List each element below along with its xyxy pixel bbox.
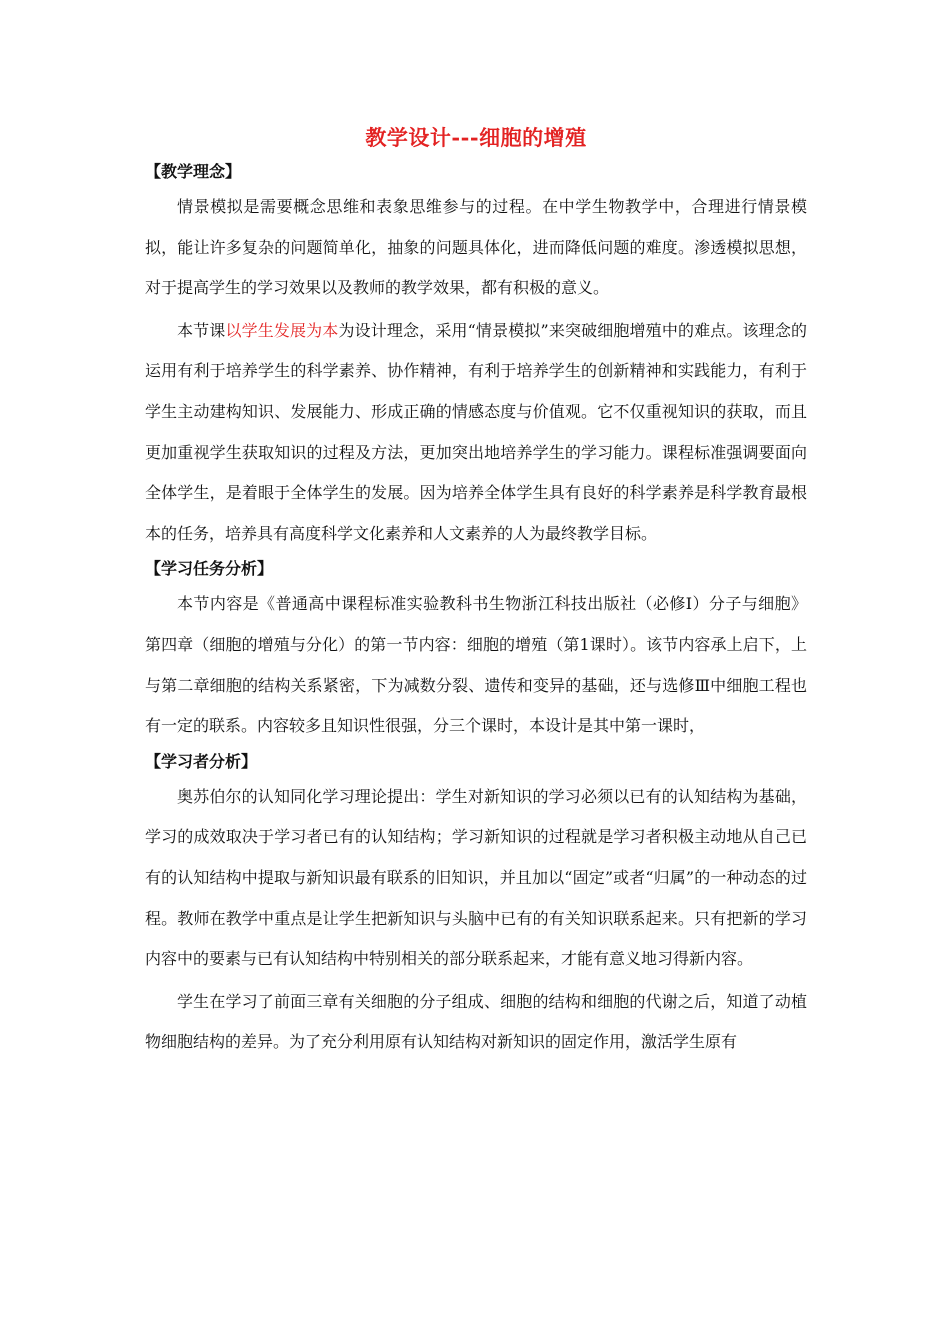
paragraph-text: 本节课 (177, 320, 226, 340)
paragraph: 学生在学习了前面三章有关细胞的分子组成、细胞的结构和细胞的代谢之后，知道了动植物细胞结构的差异。为了充分利用原有认知结构对新知识的固定作用，激活学生原有 (145, 991, 807, 1052)
highlighted-phrase: 以学生发展为本 (225, 320, 339, 340)
document-body (145, 123, 807, 1063)
paragraph: 本节内容是《普通高中课程标准实验教科书生物浙江科技出版社（必修Ⅰ）分子与细胞》第四章（细胞的增殖与分化）的第一节内容：细胞的增殖（第1课时）。该节内容承上启下，上与第二章细胞的结构关系紧密，下为减数分裂、遗传和变异的基础，还与选修Ⅲ中细胞工程也有一定的联系。内容较多且知识性很强，分三个课时，本设计是其中第一课时， (145, 594, 807, 736)
section-heading-learner-analysis: 【学习者分析】 (145, 751, 258, 771)
section-heading-task-analysis: 【学习任务分析】 (145, 559, 274, 579)
paragraph: 情景模拟是需要概念思维和表象思维参与的过程。在中学生物教学中，合理进行情景模拟，能让许多复杂的问题简单化，抽象的问题具体化，进而降低问题的难度。渗透模拟思想，对于提高学生的学习效果以及教师的教学效果，都有积极的意义。 (145, 197, 807, 298)
paragraph (145, 311, 807, 555)
document-title: 教学设计---细胞的增殖 (365, 125, 587, 150)
section-heading-teaching-philosophy: 【教学理念】 (145, 162, 242, 181)
paragraph: 奥苏伯尔的认知同化学习理论提出：学生对新知识的学习必须以已有的认知结构为基础，学习的成效取决于学习者已有的认知结构；学习新知识的过程就是学习者积极主动地从自己已有的认知结构中提取与新知识最有联系的旧知识，并且加以“固定”或者“归属”的一种动态的过程。教师在教学中重点是让学生把新知识与头脑中已有的有关知识联系起来。只有把新的学习内容中的要素与已有认知结构中特别相关的部分联系起来，才能有意义地习得新内容。 (145, 786, 807, 969)
paragraph-text: 为设计理念，采用“情景模拟”来突破细胞增殖中的难点。该理念的运用有利于培养学生的科学素养、协作精神，有利于培养学生的创新精神和实践能力，有利于学生主动建构知识、发展能力、形成正确的情感态度与价值观。它不仅重视知识的获取，而且更加重视学生获取知识的过程及方法，更加突出地培养学生的学习能力。课程标准强调要面向全体学生，是着眼于全体学生的发展。因为培养全体学生具有良好的科学素养是科学教育最根本的任务，培养具有高度科学文化素养和人文素养的人为最终教学目标。 (145, 320, 807, 543)
